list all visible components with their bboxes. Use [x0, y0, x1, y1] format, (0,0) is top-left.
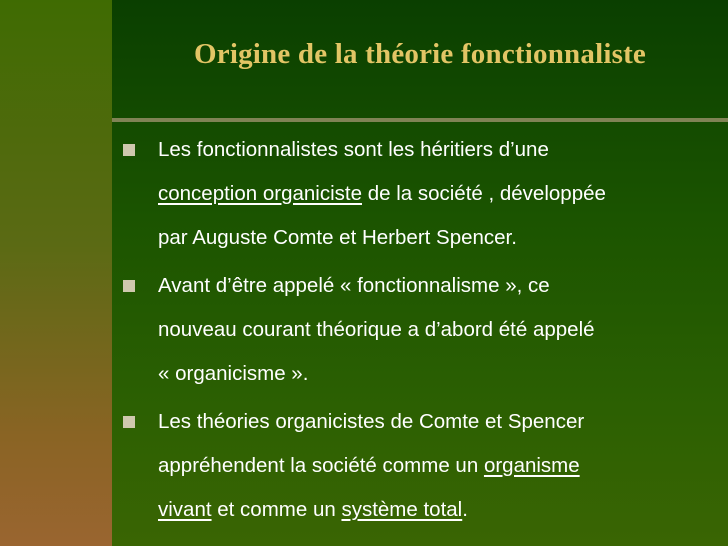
- square-bullet-icon: [123, 416, 135, 428]
- text-run: Avant d’être appelé « fonctionnalisme », ce: [158, 274, 550, 297]
- bullet-item: [112, 128, 712, 260]
- slide-title: Origine de la théorie fonctionnaliste: [193, 38, 646, 70]
- underlined-term: système total: [341, 498, 463, 521]
- bullet-list: [112, 128, 712, 532]
- text-run: appréhendent la société comme un: [158, 454, 484, 477]
- bullet-line: [158, 400, 712, 444]
- text-run: .: [462, 498, 468, 521]
- bullet-item: [112, 400, 712, 532]
- left-decorative-band: [0, 0, 112, 546]
- text-run: Les fonctionnalistes sont les héritiers d’une: [158, 138, 549, 161]
- bullet-line: [158, 264, 712, 308]
- underlined-term: conception organiciste: [158, 182, 362, 205]
- text-run: par Auguste Comte et Herbert Spencer.: [158, 226, 517, 249]
- bullet-line: [158, 172, 712, 216]
- bullet-line: [158, 128, 712, 172]
- square-bullet-icon: [123, 280, 135, 292]
- text-run: et comme un: [211, 498, 342, 521]
- bullet-line: [158, 488, 712, 532]
- bullet-line: [158, 308, 712, 352]
- square-bullet-icon: [123, 144, 135, 156]
- bullet-item: [112, 264, 712, 396]
- bullet-line: [158, 444, 712, 488]
- title-divider: [112, 118, 728, 122]
- text-run: Les théories organicistes de Comte et Spencer: [158, 410, 585, 433]
- bullet-line: [158, 216, 712, 260]
- underlined-term: organisme: [483, 454, 580, 477]
- text-run: nouveau courant théorique a d’abord été appelé: [158, 318, 595, 341]
- underlined-term: vivant: [158, 498, 212, 521]
- text-run: de la société , développée: [362, 182, 606, 205]
- bullet-line: [158, 352, 712, 396]
- text-run: « organicisme ».: [158, 362, 309, 385]
